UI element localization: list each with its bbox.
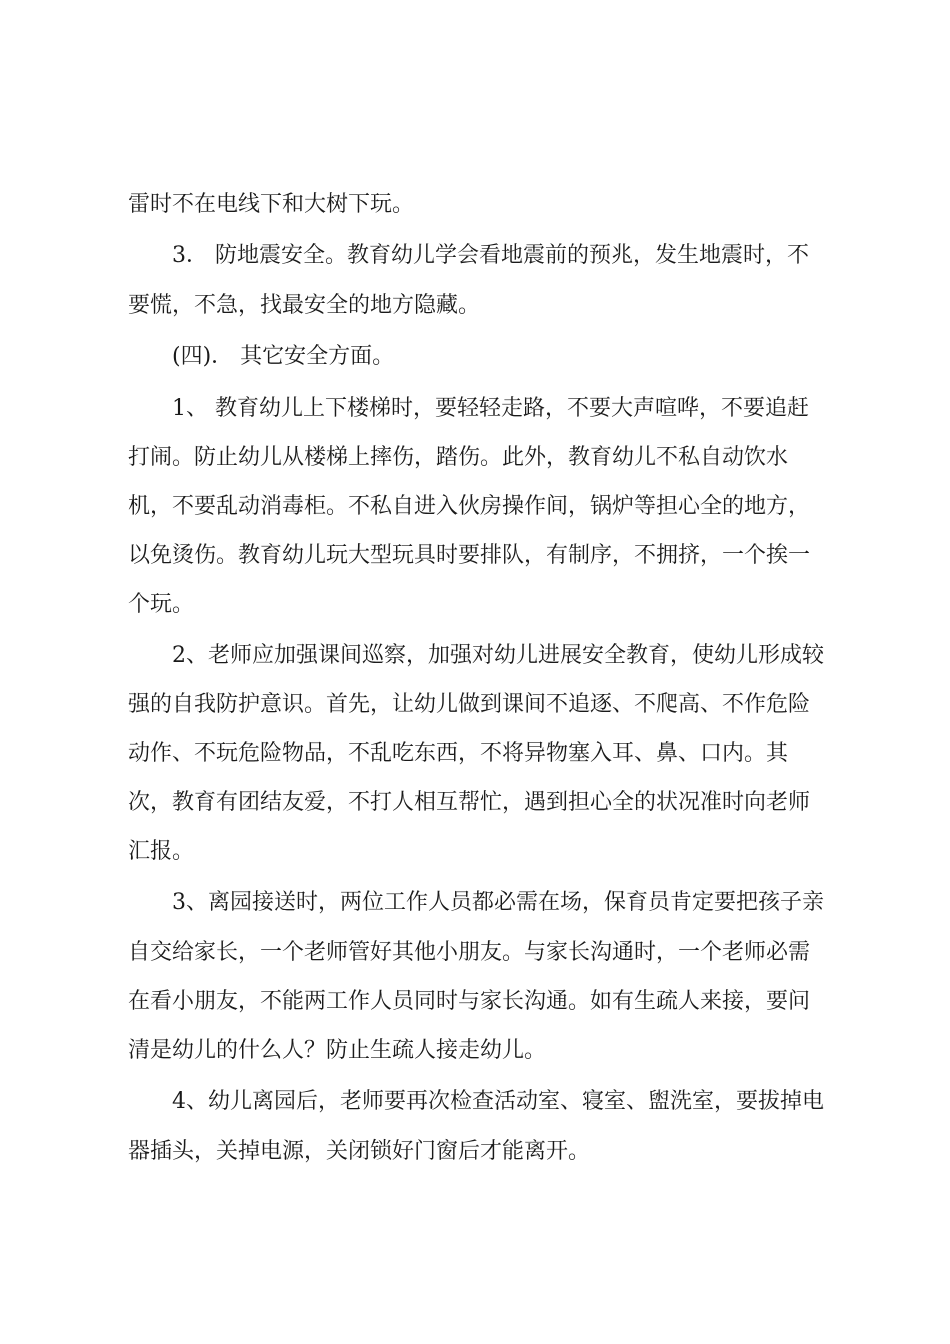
text-line	[0, 537, 950, 575]
line-text: 强的自我防护意识。首先，让幼儿做到课间不追逐、不爬高、不作危险	[128, 692, 811, 717]
line-text: 次，教育有团结友爱，不打人相互帮忙，遇到担心全的状况准时向老师	[128, 790, 811, 815]
line-text: 打闹。防止幼儿从楼梯上摔伤，踏伤。此外，教育幼儿不私自动饮水	[128, 445, 789, 470]
line-text: 清是幼儿的什么人？防止生疏人接走幼儿。	[128, 1038, 547, 1063]
text-line	[0, 186, 950, 224]
text-line	[0, 637, 950, 675]
line-text: 3． 防地震安全。教育幼儿学会看地震前的预兆，发生地震时，不	[172, 243, 809, 268]
text-line	[0, 390, 950, 428]
line-text: 4、幼儿离园后，老师要再次检查活动室、寝室、盥洗室，要拔掉电	[172, 1089, 824, 1114]
line-text: 机，不要乱动消毒柜。不私自进入伙房操作间，锅炉等担心全的地方，	[128, 494, 811, 519]
text-line	[0, 784, 950, 822]
line-text: 3、离园接送时，两位工作人员都必需在场，保育员肯定要把孩子亲	[172, 890, 824, 915]
text-line	[0, 735, 950, 773]
text-line	[0, 686, 950, 724]
text-line	[0, 586, 950, 624]
text-line	[0, 884, 950, 922]
line-text: (四)． 其它安全方面。	[172, 344, 395, 369]
line-text: 以免烫伤。教育幼儿玩大型玩具时要排队，有制序，不拥挤，一个挨一	[128, 543, 811, 568]
line-text: 要慌，不急，找最安全的地方隐藏。	[128, 293, 481, 318]
text-line	[0, 983, 950, 1021]
line-text: 个玩。	[128, 592, 195, 617]
line-text: 自交给家长，一个老师管好其他小朋友。与家长沟通时，一个老师必需	[128, 940, 811, 965]
line-text: 在看小朋友，不能两工作人员同时与家长沟通。如有生疏人来接，要问	[128, 989, 811, 1014]
text-line	[0, 439, 950, 477]
text-line	[0, 1083, 950, 1121]
line-text: 器插头，关掉电源，关闭锁好门窗后才能离开。	[128, 1139, 591, 1164]
text-line	[0, 287, 950, 325]
text-line	[0, 1133, 950, 1171]
line-text: 2、老师应加强课间巡察，加强对幼儿进展安全教育，使幼儿形成较	[172, 643, 824, 668]
text-line	[0, 338, 950, 376]
text-line	[0, 237, 950, 275]
text-line	[0, 833, 950, 871]
line-text: 动作、不玩危险物品，不乱吃东西，不将异物塞入耳、鼻、口内。其	[128, 741, 789, 766]
line-text: 1、 教育幼儿上下楼梯时，要轻轻走路，不要大声喧哗，不要追赶	[172, 396, 809, 421]
text-line	[0, 934, 950, 972]
text-line	[0, 488, 950, 526]
text-line	[0, 1032, 950, 1070]
line-text: 汇报。	[128, 839, 195, 864]
line-text: 雷时不在电线下和大树下玩。	[128, 192, 415, 217]
